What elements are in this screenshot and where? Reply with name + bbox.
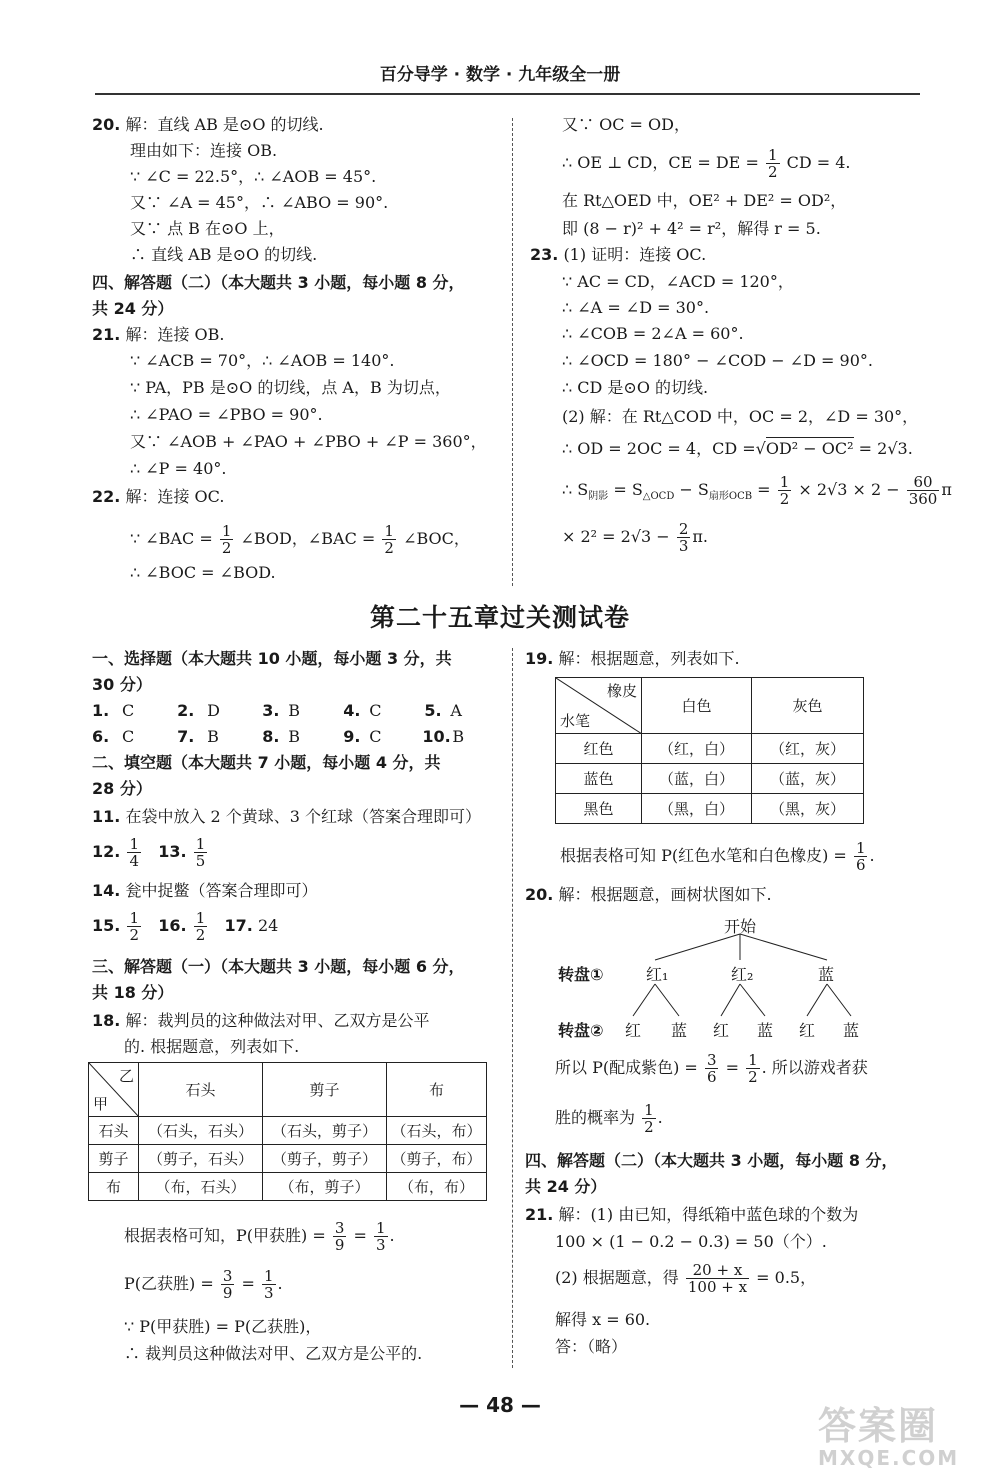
- answer-text: 解：直线 AB 是⊙O 的切线.: [125, 115, 324, 134]
- answer-text: ∴ OE ⊥ CD，CE = DE = $\frac{1}{2}$ CD = 4.: [562, 146, 851, 181]
- page-number: — 48 —: [459, 1393, 541, 1417]
- row-header: 黑色: [556, 794, 642, 824]
- answer-text: ∴ OD = 2OC = 4，CD =√OD² − OC² = 2√3.: [562, 439, 913, 458]
- row-header: 剪子: [89, 1145, 139, 1173]
- page-header-title: 百分导学 · 数学 · 九年级全一册: [379, 65, 621, 85]
- answer-text: ∴ 裁判员这种做法对甲、乙双方是公平的.: [124, 1344, 423, 1363]
- table-corner-cell: [89, 1063, 139, 1117]
- answer-text: ∴ CD 是⊙O 的切线.: [562, 378, 709, 397]
- tree-root: 开始: [724, 917, 757, 936]
- table-row: [89, 1117, 487, 1145]
- row-header: 石头: [89, 1117, 139, 1145]
- fraction: $\frac{1}{2}$: [644, 1101, 654, 1136]
- section-heading: 四、解答题（二）（本大题共 3 小题，每小题 8 分，: [92, 273, 465, 292]
- table-row: [556, 794, 864, 824]
- section-heading-cont: 共 24 分）: [92, 299, 174, 318]
- fraction: $\frac{1}{2}$: [129, 909, 139, 944]
- answer-text: 的. 根据题意，列表如下.: [124, 1037, 300, 1056]
- tree-level1-label: 转盘①: [558, 965, 604, 984]
- table-18: [88, 1062, 487, 1201]
- answer-text: 根据表格可知 P(红色水笔和白色橡皮) = $\frac{1}{6}$ .: [560, 839, 875, 874]
- table-cell: （蓝，白）: [642, 764, 752, 794]
- row-header: 红色: [556, 734, 642, 764]
- tree-node: 蓝: [757, 1021, 774, 1040]
- answer-text: ∴ ∠COB = 2∠A = 60°.: [562, 324, 744, 343]
- fraction: $\frac{1}{2}$: [748, 1051, 758, 1086]
- answer-text: ∴ ∠A = ∠D = 30°.: [562, 298, 710, 317]
- fraction: $\frac{1}{2}$: [779, 473, 790, 508]
- answer-text: ∴ ∠BOC = ∠BOD.: [130, 563, 276, 582]
- column-divider-top: [512, 118, 513, 586]
- corner-top-label: 乙: [118, 1067, 134, 1085]
- answer-text: (2) 根据题意，得 $\frac{20 + x}{100 + x}$ = 0.5，: [555, 1261, 817, 1296]
- answer-text: 在 Rt△OED 中，OE² + DE² = OD²，: [562, 191, 847, 210]
- answer-text: ∵ ∠ACB = 70°，∴ ∠AOB = 140°.: [130, 351, 395, 370]
- fraction: $\frac{3}{9}$: [334, 1219, 345, 1254]
- answer-text: P(乙获胜) = $\frac{3}{9}$ = $\frac{1}{3}$ .: [124, 1267, 283, 1302]
- tree-node: 红₂: [731, 965, 754, 984]
- corner-bottom-label: 水笔: [560, 712, 591, 730]
- answer-text: ∴ $S_{阴影} = S_{\triangle OCD} - S_{扇形OCB}$ = $\frac{1}{2}$ × 2√3 × 2 − $\frac{60}{360}$ π: [562, 473, 952, 508]
- question-number: 21.: [92, 325, 121, 344]
- answer-text: ∵ ∠BAC = $\frac{1}{2}$ ∠BOD，∠BAC = $\frac{1}{2}$ ∠BOC，: [130, 522, 470, 557]
- answer-text: ∵ P(甲获胜) = P(乙获胜)，: [124, 1317, 322, 1336]
- answer-row: 1. C 2. D 3. B 4. C 5. A: [92, 701, 462, 720]
- answer-text: 又∵ OC = OD，: [562, 115, 690, 134]
- answer-text: 胜的概率为 $\frac{1}{2}$ .: [555, 1101, 663, 1136]
- table-cell: （石头，石头）: [139, 1117, 263, 1145]
- q19-line: 19. 解：根据题意，列表如下.: [525, 649, 740, 668]
- row-header: 布: [89, 1173, 139, 1201]
- fraction: $\frac{1}{2}$: [767, 146, 778, 181]
- fraction: $\frac{1}{5}$: [195, 835, 206, 870]
- table-cell: （剪子，布）: [387, 1145, 487, 1173]
- fraction: $\frac{1}{6}$: [855, 839, 866, 874]
- question-number: 23.: [530, 245, 559, 264]
- q21-line: [92, 324, 225, 346]
- watermark-logo: 答案圈 MXQE.COM: [818, 1404, 960, 1470]
- row-header: 蓝色: [556, 764, 642, 794]
- tree-node: 红: [625, 1021, 642, 1040]
- section-heading: 三、解答题（一）（本大题共 3 小题，每小题 6 分，: [92, 957, 465, 976]
- section-heading-cont: 28 分）: [92, 779, 152, 798]
- fraction: $\frac{1}{3}$: [263, 1267, 274, 1302]
- table-cell: （布，剪子）: [263, 1173, 387, 1201]
- q11-line: 11. 在袋中放入 2 个黄球、3 个红球（答案合理即可）: [92, 807, 482, 826]
- answer-text: 解：连接 OB.: [125, 325, 225, 344]
- section-heading: 四、解答题（二）（本大题共 3 小题，每小题 8 分，: [525, 1151, 898, 1170]
- answer-text: × 2² = 2√3 − $\frac{2}{3}$ π.: [562, 520, 708, 555]
- col-header: 白色: [642, 678, 752, 734]
- answer-text: ∴ ∠OCD = 180° − ∠COD − ∠D = 90°.: [562, 351, 873, 370]
- answer-text: ∵ PA，PB 是⊙O 的切线，点 A，B 为切点，: [130, 378, 451, 397]
- table-cell: （剪子，剪子）: [263, 1145, 387, 1173]
- table-cell: （蓝，灰）: [752, 764, 864, 794]
- table-row: [89, 1173, 487, 1201]
- answer-text: ∵ ∠C = 22.5°，∴ ∠AOB = 45°.: [130, 167, 377, 186]
- answer-text: 又∵ ∠AOB + ∠PAO + ∠PBO + ∠P = 360°，: [130, 432, 487, 451]
- answer-text: (2) 解：在 Rt△COD 中，OC = 2，∠D = 30°，: [562, 407, 919, 426]
- answer-row: 6. C 7. B 8. B 9. C 10. B: [92, 727, 465, 746]
- tree-node: 红: [799, 1021, 816, 1040]
- table-cell: （布，布）: [387, 1173, 487, 1201]
- q15-17-line: 15. $\frac{1}{2}$ 16. $\frac{1}{2}$ 17. 24: [92, 909, 279, 944]
- q18-line: 18. 解：裁判员的这种做法对甲、乙双方是公平: [92, 1011, 430, 1030]
- fraction: $\frac{1}{2}$: [384, 522, 394, 557]
- answer-text: 100 × (1 − 0.2 − 0.3) = 50（个）.: [555, 1232, 827, 1251]
- q22-line: [92, 486, 224, 508]
- fraction: $\frac{1}{4}$: [129, 835, 139, 870]
- table-cell: （剪子，石头）: [139, 1145, 263, 1173]
- table-cell: （石头，剪子）: [263, 1117, 387, 1145]
- answer-text: 理由如下：连接 OB.: [130, 141, 278, 160]
- table-19: [555, 677, 864, 824]
- q20-line: [92, 114, 324, 136]
- table-cell: （红，白）: [642, 734, 752, 764]
- fraction: $\frac{2}{3}$: [678, 520, 689, 555]
- q23-line: [530, 244, 706, 266]
- tree-node: 蓝: [843, 1021, 860, 1040]
- table-row: [556, 734, 864, 764]
- col-header: 布: [387, 1063, 487, 1117]
- q20-line: 20. 解：根据题意，画树状图如下.: [525, 885, 772, 904]
- answer-text: ∵ AC = CD，∠ACD = 120°，: [562, 272, 794, 291]
- answer-text: 所以 P(配成紫色) = $\frac{3}{6}$ = $\frac{1}{2}$ . 所以游戏者获: [555, 1051, 868, 1086]
- fraction: $\frac{1}{2}$: [221, 522, 232, 557]
- fraction: $\frac{1}{3}$: [375, 1219, 386, 1254]
- tree-node: 红: [713, 1021, 730, 1040]
- table-cell: （红，灰）: [752, 734, 864, 764]
- section-heading-cont: 共 18 分）: [92, 983, 174, 1002]
- answer-text: 解：连接 OC.: [125, 487, 225, 506]
- answer-text: 解得 x = 60.: [555, 1310, 651, 1329]
- section-heading-cont: 30 分）: [92, 675, 152, 694]
- section-heading: 二、填空题（本大题共 7 小题，每小题 4 分，共: [92, 753, 441, 772]
- table-cell: （石头，布）: [387, 1117, 487, 1145]
- question-number: 20.: [92, 115, 121, 134]
- answer-text: 又∵ 点 B 在⊙O 上，: [130, 219, 285, 238]
- table-cell: （黑，灰）: [752, 794, 864, 824]
- tree-node: 蓝: [671, 1021, 688, 1040]
- answer-text: 根据表格可知，P(甲获胜) = $\frac{3}{9}$ = $\frac{1}{3}$ .: [124, 1219, 395, 1254]
- table-row: [556, 764, 864, 794]
- section-heading-cont: 共 24 分）: [525, 1177, 607, 1196]
- answer-text: ∴ ∠PAO = ∠PBO = 90°.: [130, 405, 323, 424]
- column-divider-bottom: [512, 648, 513, 1368]
- table-cell: （黑，白）: [642, 794, 752, 824]
- table-row: [89, 1145, 487, 1173]
- q12-13-line: 12. $\frac{1}{4}$ 13. $\frac{1}{5}$: [92, 835, 206, 870]
- fraction: $\frac{20 + x}{100 + x}$: [687, 1261, 748, 1296]
- answer-text: ∴ 直线 AB 是⊙O 的切线.: [130, 245, 318, 264]
- fraction: $\frac{3}{6}$: [706, 1051, 717, 1086]
- fraction: $\frac{1}{2}$: [195, 909, 206, 944]
- q14-line: 14. 瓮中捉鳖（答案合理即可）: [92, 881, 318, 900]
- answer-text: (1) 证明：连接 OC.: [563, 245, 707, 264]
- col-header: 灰色: [752, 678, 864, 734]
- corner-top-label: 橡皮: [606, 682, 637, 700]
- answer-text: 又∵ ∠A = 45°，∴ ∠ABO = 90°.: [130, 193, 389, 212]
- section-heading: 一、选择题（本大题共 10 小题，每小题 3 分，共: [92, 649, 452, 668]
- corner-bottom-label: 甲: [93, 1095, 109, 1113]
- col-header: 石头: [139, 1063, 263, 1117]
- table-corner-cell: [556, 678, 642, 734]
- q21-line: 21. 解：(1) 由已知，得纸箱中蓝色球的个数为: [525, 1205, 859, 1224]
- header-rule: [95, 93, 920, 95]
- fraction: $\frac{60}{360}$: [908, 473, 938, 508]
- tree-level2-label: 转盘②: [558, 1021, 604, 1040]
- tree-node: 红₁: [646, 965, 669, 984]
- chapter-title: 第二十五章过关测试卷: [369, 603, 630, 632]
- question-number: 22.: [92, 487, 121, 506]
- col-header: 剪子: [263, 1063, 387, 1117]
- answer-text: ∴ ∠P = 40°.: [130, 459, 227, 478]
- answer-text: 答：（略）: [555, 1337, 628, 1356]
- answer-text: 即 (8 − r)² + 4² = r²，解得 r = 5.: [562, 219, 821, 238]
- table-cell: （布，石头）: [139, 1173, 263, 1201]
- tree-node: 蓝: [818, 965, 835, 984]
- fraction: $\frac{3}{9}$: [222, 1267, 233, 1302]
